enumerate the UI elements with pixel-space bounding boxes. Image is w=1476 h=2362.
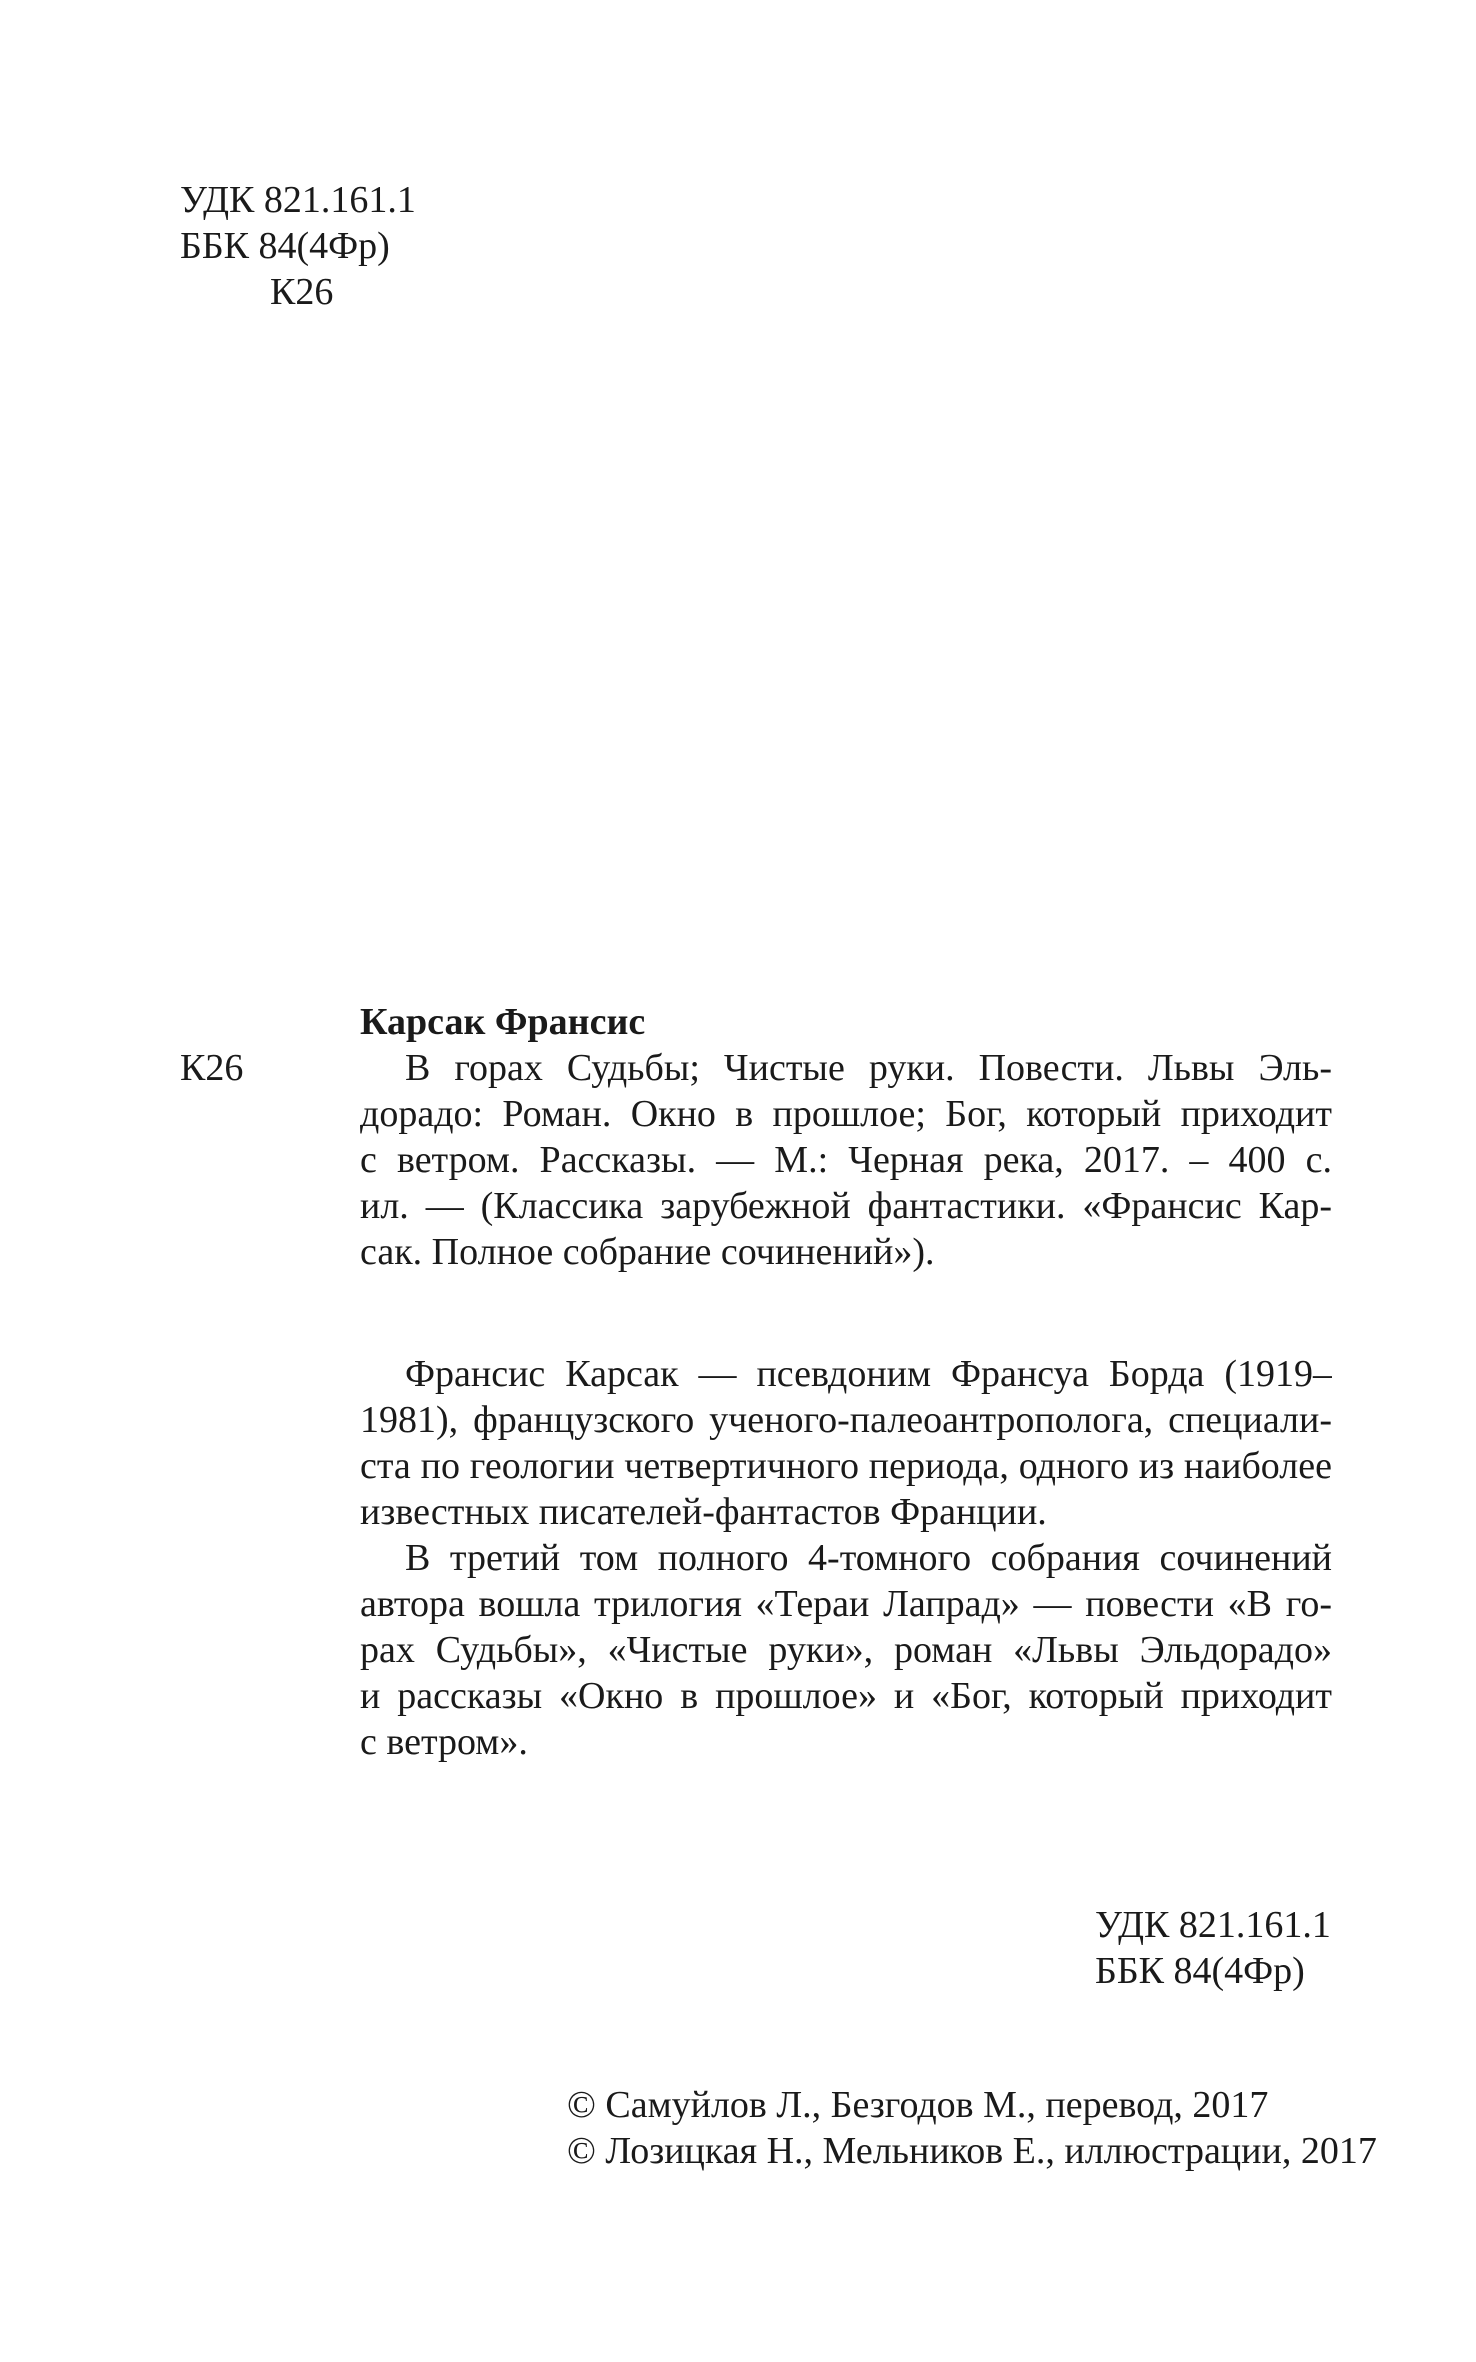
copyright-illustrations: © Лозицкая Н., Мельников Е., иллюстрации, 2017 xyxy=(567,2130,1377,2172)
annotation-line: с ветром». xyxy=(360,1721,528,1763)
bibliographic-description xyxy=(360,1045,1332,1275)
description-line: В горах Судьбы; Чистые руки. Повести. Львы Эль- xyxy=(405,1047,1332,1089)
description-line: ил. — (Классика зарубежной фантастики. «Франсис Кар- xyxy=(360,1185,1332,1227)
author-code-left: К26 xyxy=(180,1047,244,1089)
annotation-line: Франсис Карсак — псевдоним Франсуа Борда (1919– xyxy=(405,1353,1332,1395)
annotation-paragraph-1 xyxy=(360,1351,1332,1535)
description-line: сак. Полное собрание сочинений»). xyxy=(360,1231,935,1273)
udk-index-bottom: УДК 821.161.1 xyxy=(1095,1904,1331,1946)
description-line: с ветром. Рассказы. — М.: Черная река, 2017. – 400 с. xyxy=(360,1139,1332,1181)
udk-index-top: УДК 821.161.1 xyxy=(180,179,416,221)
annotation-line: рах Судьбы», «Чистые руки», роман «Львы Эльдорадо» xyxy=(360,1629,1332,1671)
annotation-line: автора вошла трилогия «Тераи Лапрад» — повести «В го- xyxy=(360,1583,1332,1625)
annotation-paragraph-2 xyxy=(360,1535,1332,1765)
annotation-line: ста по геологии четвертичного периода, одного из наиболее xyxy=(360,1445,1332,1487)
copyright-translation: © Самуйлов Л., Безгодов М., перевод, 2017 xyxy=(567,2084,1269,2126)
description-line: дорадо: Роман. Окно в прошлое; Бог, который приходит xyxy=(360,1093,1332,1135)
author-heading: Карсак Франсис xyxy=(360,1001,646,1043)
annotation-line: известных писателей-фантастов Франции. xyxy=(360,1491,1047,1533)
annotation-line: 1981), французского ученого-палеоантрополога, специали- xyxy=(360,1399,1332,1441)
bbk-index-bottom: ББК 84(4Фр) xyxy=(1095,1950,1305,1992)
bbk-index-top: ББК 84(4Фр) xyxy=(180,225,390,267)
annotation-line: В третий том полного 4-томного собрания сочинений xyxy=(405,1537,1332,1579)
annotation-line: и рассказы «Окно в прошлое» и «Бог, который приходит xyxy=(360,1675,1332,1717)
author-code-top: К26 xyxy=(270,271,334,313)
